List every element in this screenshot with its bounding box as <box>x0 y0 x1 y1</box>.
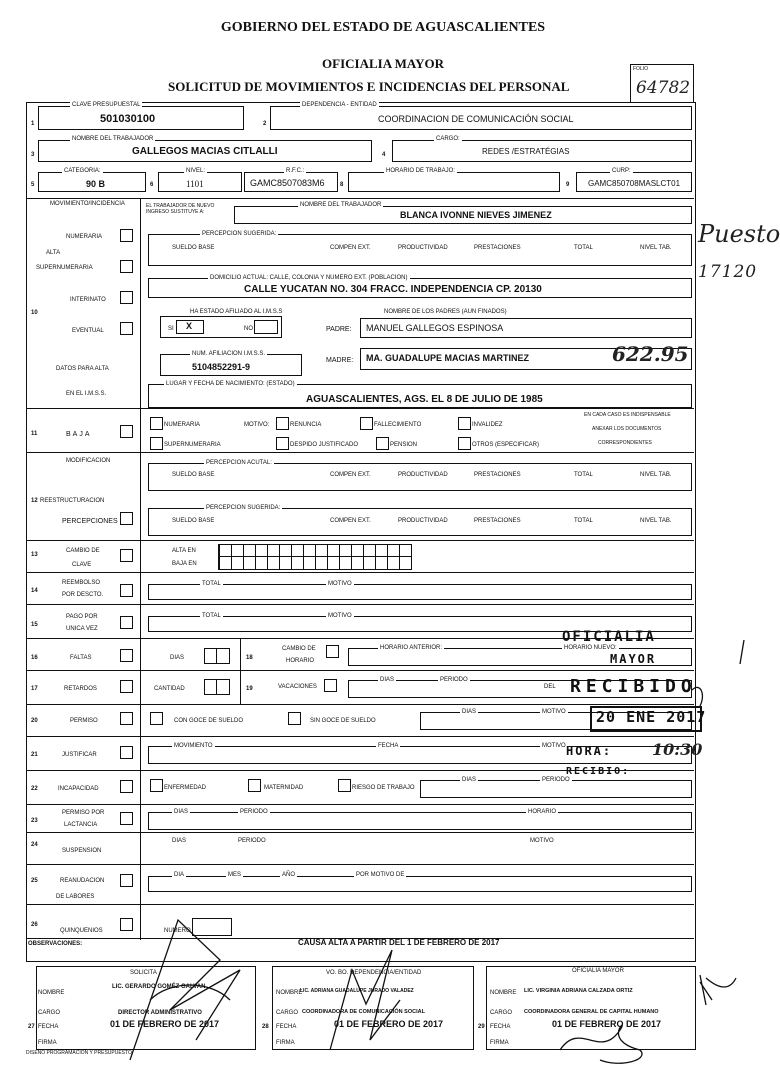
prestaciones-label: PRESTACIONES <box>474 518 521 524</box>
movimiento-label: MOVIMIENTO/INCIDENCIA <box>50 201 125 207</box>
lactancia-dias-label: DIAS <box>174 809 189 815</box>
total-label: TOTAL <box>574 472 593 478</box>
vobo-cargo: COORDINADORA DE COMUNICACIÓN SOCIAL <box>302 1009 425 1015</box>
suspension-periodo-label: PERIODO <box>238 838 266 844</box>
observaciones-label: OBSERVACIONES: <box>28 941 83 947</box>
padre-label: PADRE: <box>326 326 352 333</box>
nivel-value: 1101 <box>186 179 204 189</box>
oficialia-label: OFICIALIA MAYOR <box>572 968 624 974</box>
con-goce-label: CON GOCE DE SUELDO <box>174 718 244 724</box>
reembolso-label: REEMBOLSO <box>62 580 101 586</box>
row-number: 15 <box>31 622 38 628</box>
horario-label: HORARIO DE TRABAJO: <box>386 168 455 174</box>
permiso-dias-label: DIAS <box>462 709 477 715</box>
office-title: OFICIALIA MAYOR <box>322 56 444 71</box>
otros-label: OTROS (ESPECIFICAR) <box>472 442 540 448</box>
vacaciones-periodo-label: PERIODO <box>440 677 468 683</box>
incapacidad-dias-label: DIAS <box>462 777 477 783</box>
horario-anterior-label: HORARIO ANTERIOR: <box>380 645 443 651</box>
cargo-value: REDES /ESTRATÉGIAS <box>482 147 570 156</box>
alta-supernumeraria-label: SUPERNUMERARIA <box>36 265 93 271</box>
handwritten-amount: 622.95 <box>612 342 689 366</box>
dependencia-value: COORDINACION DE COMUNICACIÓN SOCIAL <box>378 114 574 124</box>
row-number: 26 <box>31 922 38 928</box>
curp-value: GAMC850708MASLCT01 <box>588 179 681 188</box>
stamp-date: 20 ENE 2017 <box>596 708 707 726</box>
lactancia-periodo-label: PERIODO <box>240 809 268 815</box>
baja-note: CORRESPONDIENTES <box>598 440 652 446</box>
renuncia-label: RENUNCIA <box>290 422 322 428</box>
despido-label: DESPIDO JUSTIFICADO <box>290 442 359 448</box>
suspension-label: SUSPENSION <box>62 848 102 854</box>
sustituye-nombre-label: NOMBRE DEL TRABAJADOR <box>300 202 382 208</box>
baja-motivo-label: MOTIVO: <box>244 422 270 428</box>
suspension-motivo-label: MOTIVO <box>530 838 554 844</box>
domicilio-label: DOMICILIO ACTUAL: CALLE, COLONIA Y NUMERO EXT. (POBLACION) <box>210 275 408 281</box>
nivel-tab-label: NIVEL TAB. <box>640 472 672 478</box>
si-label: SI <box>168 326 174 332</box>
vacaciones-label: VACACIONES <box>278 684 317 690</box>
retardos-label: RETARDOS <box>64 686 97 692</box>
sueldo-base-label: SUELDO BASE <box>172 245 215 251</box>
alta-numeraria-label: NUMERARIA <box>66 234 103 240</box>
row-number: 2 <box>263 121 267 127</box>
reanudacion-dia-label: DIA <box>174 872 185 878</box>
nombre-label: NOMBRE <box>38 990 65 996</box>
productividad-label: PRODUCTIVIDAD <box>398 518 448 524</box>
compen-label: COMPEN EXT. <box>330 245 371 251</box>
cargo-label: CARGO <box>38 1010 61 1016</box>
observaciones-text: CAUSA ALTA A PARTIR DEL 1 DE FEBRERO DE 2017 <box>298 938 500 947</box>
reanudacion-label: DE LABORES <box>56 894 95 900</box>
row-number: 25 <box>31 878 38 884</box>
nombre-label: NOMBRE DEL TRABAJADOR <box>72 136 154 142</box>
sustituye-label: EL TRABAJADOR DE NUEVO INGRESO SUSTITUYE A: <box>146 203 215 215</box>
stamp-recibido: RECIBIDO <box>570 676 697 697</box>
lactancia-label: PERMISO POR <box>62 810 105 816</box>
reanudacion-ano-label: AÑO <box>282 872 296 878</box>
reembolso-motivo-label: MOTIVO <box>328 581 352 587</box>
eventual-label: EVENTUAL <box>72 328 104 334</box>
baja-note: EN CADA CASO ES INDISPENSABLE <box>584 412 671 418</box>
row-number: 4 <box>382 152 386 158</box>
compen-label: COMPEN EXT. <box>330 472 371 478</box>
solicita-nombre: LIC. GERARDO GOMÉZ GALVAN <box>112 984 206 990</box>
reestructuracion-label: REESTRUCTURACION <box>40 498 105 504</box>
del-label: DEL <box>544 684 556 690</box>
oficialia-cargo: COORDINADORA GENERAL DE CAPITAL HUMANO <box>524 1009 659 1015</box>
baja-numeraria-label: NUMERARIA <box>164 422 201 428</box>
percepciones-label: PERCEPCIONES <box>62 518 118 525</box>
categoria-label: CATEGORIA: <box>64 168 101 174</box>
cambio-horario-label: CAMBIO DE <box>282 646 316 652</box>
permiso-label: PERMISO <box>70 718 98 724</box>
sueldo-base-label: SUELDO BASE <box>172 518 215 524</box>
pago-motivo-label: MOTIVO <box>328 613 352 619</box>
reembolso-label: POR DESCTO. <box>62 592 104 598</box>
footer-text: DISEÑO PROGRAMACION Y PRESUPUESTO <box>26 1050 132 1056</box>
incapacidad-label: INCAPACIDAD <box>58 786 99 792</box>
row-number: 28 <box>262 1024 269 1030</box>
curp-label: CURP: <box>612 168 631 174</box>
clave-label: CLAVE PRESUPUESTAL <box>72 102 141 108</box>
datos-alta-label: DATOS PARA ALTA <box>56 366 109 372</box>
stamp-recibio-label: RECIBIO: <box>566 766 631 777</box>
padre-value: MANUEL GALLEGOS ESPINOSA <box>366 323 504 333</box>
folio-label: FOLIO <box>633 66 649 72</box>
row-number: 6 <box>150 182 154 188</box>
padres-label: NOMBRE DE LOS PADRES (AUN FINADOS) <box>384 309 507 315</box>
row-number: 16 <box>31 655 38 661</box>
fallecimiento-label: FALLECIMIENTO <box>374 422 422 428</box>
alta-label: ALTA <box>46 250 61 256</box>
domicilio-value: CALLE YUCATAN NO. 304 FRACC. INDEPENDENCIA CP. 20130 <box>244 284 542 295</box>
firma-label: FIRMA <box>276 1040 295 1046</box>
prestaciones-label: PRESTACIONES <box>474 245 521 251</box>
nivel-tab-label: NIVEL TAB. <box>640 518 672 524</box>
justificar-fecha-label: FECHA <box>378 743 399 749</box>
fecha-label: FECHA <box>276 1024 297 1030</box>
row-number: 29 <box>478 1024 485 1030</box>
lugar-nacimiento-label: LUGAR Y FECHA DE NACIMIENTO: (ESTADO) <box>166 381 295 387</box>
row-number: 5 <box>31 182 35 188</box>
faltas-dias-label: DIAS <box>170 655 185 661</box>
num-afiliacion-label: NUM. AFILIACION I.M.S.S. <box>192 351 266 357</box>
faltas-label: FALTAS <box>70 655 92 661</box>
sueldo-base-label: SUELDO BASE <box>172 472 215 478</box>
reembolso-total-label: TOTAL <box>202 581 221 587</box>
modificacion-label: MODIFICACION <box>66 458 111 464</box>
suspension-dias-label: DIAS <box>172 838 187 844</box>
firma-label: FIRMA <box>490 1040 509 1046</box>
row-number: 10 <box>31 310 38 316</box>
stamp-hora-label: HORA: <box>566 744 613 758</box>
pension-label: PENSION <box>390 442 418 448</box>
nombre-label: NOMBRE <box>490 990 517 996</box>
row-number: 9 <box>566 182 570 188</box>
total-label: TOTAL <box>574 518 593 524</box>
reanudacion-label: REANUDACION <box>60 878 105 884</box>
row-number: 24 <box>31 842 38 848</box>
productividad-label: PRODUCTIVIDAD <box>398 472 448 478</box>
form-title: SOLICITUD DE MOVIMIENTOS E INCIDENCIAS DEL PERSONAL <box>168 79 570 94</box>
lugar-nacimiento-value: AGUASCALIENTES, AGS. EL 8 DE JULIO DE 1985 <box>306 394 543 405</box>
cantidad-label: CANTIDAD <box>154 686 185 692</box>
row-number: 23 <box>31 818 38 824</box>
nivel-tab-label: NIVEL TAB. <box>640 245 672 251</box>
fecha-label: FECHA <box>490 1024 511 1030</box>
rfc-value: GAMC8507083M6 <box>250 178 325 188</box>
dependencia-label: DEPENDENCIA - ENTIDAD <box>302 102 377 108</box>
fecha-label: FECHA <box>38 1024 59 1030</box>
row-number: 18 <box>246 655 253 661</box>
signature-solicita <box>130 920 240 1060</box>
handwritten-puesto: Puesto <box>698 220 780 248</box>
lactancia-horario-label: HORARIO <box>528 809 557 815</box>
alta-en-label: ALTA EN <box>172 548 196 554</box>
row-number: 3 <box>31 152 35 158</box>
madre-value: MA. GUADALUPE MACIAS MARTINEZ <box>366 353 529 363</box>
baja-label: BAJA <box>66 431 92 438</box>
row-number: 19 <box>246 686 253 692</box>
compen-label: COMPEN EXT. <box>330 518 371 524</box>
row-number: 21 <box>31 752 38 758</box>
baja-note: ANEXAR LOS DOCUMENTOS <box>592 426 662 432</box>
prestaciones-label: PRESTACIONES <box>474 472 521 478</box>
row-number: 12 <box>31 498 38 504</box>
incapacidad-periodo-label: PERIODO <box>542 777 570 783</box>
stamp-mayor: MAYOR <box>610 652 657 666</box>
signature-vobo <box>330 950 400 1050</box>
solicita-cargo: DIRECTOR ADMINISTRATIVO <box>118 1010 202 1016</box>
percepcion-actual-label: PERCEPCION ACUTAL: <box>206 460 272 466</box>
oficialia-fecha: 01 DE FEBRERO DE 2017 <box>552 1019 662 1029</box>
oficialia-nombre: LIC. VIRGINIA ADRIANA CALZADA ORTIZ <box>524 988 633 994</box>
riesgo-label: RIESGO DE TRABAJO <box>352 785 415 791</box>
pago-unica-label: PAGO POR <box>66 614 98 620</box>
horario-nuevo-label: HORARIO NUEVO: <box>564 645 617 651</box>
row-number: 20 <box>31 718 38 724</box>
permiso-motivo-label: MOTIVO <box>542 709 566 715</box>
cambio-clave-label: CAMBIO DE <box>66 548 100 554</box>
no-label: NO <box>244 326 253 332</box>
enfermedad-label: ENFERMEDAD <box>164 785 207 791</box>
baja-en-label: BAJA EN <box>172 561 197 567</box>
percepcion-sugerida-label: PERCEPCION SUGERIDA: <box>206 505 281 511</box>
interinato-label: INTERINATO <box>70 297 106 303</box>
cargo-label: CARGO <box>276 1010 299 1016</box>
categoria-value: 90 B <box>86 179 106 189</box>
num-afiliacion-value: 5104852291-9 <box>192 362 251 372</box>
afiliado-label: HA ESTADO AFILIADO AL I.M.S.S <box>190 309 283 315</box>
vobo-label: VO. BO. DEPENDENCIA/ENTIDAD <box>326 970 422 976</box>
vobo-fecha: 01 DE FEBRERO DE 2017 <box>334 1019 444 1029</box>
government-header: GOBIERNO DEL ESTADO DE AGUASCALIENTES <box>220 20 546 35</box>
row-number: 14 <box>31 588 38 594</box>
firma-label: FIRMA <box>38 1040 57 1046</box>
clave-value: 501030100 <box>100 113 156 125</box>
cambio-horario-label: HORARIO <box>286 658 315 664</box>
justificar-movimiento-label: MOVIMIENTO <box>174 743 213 749</box>
justificar-motivo-label: MOTIVO <box>542 743 566 749</box>
numero-label: NUMERO <box>164 928 191 934</box>
row-number: 17 <box>31 686 38 692</box>
initials-mark <box>700 978 736 1000</box>
row-number: 8 <box>340 182 344 188</box>
nombre-label: NOMBRE <box>276 990 303 996</box>
lactancia-label: LACTANCIA <box>64 822 98 828</box>
row-number: 1 <box>31 121 35 127</box>
solicita-label: SOLICITA <box>130 970 157 976</box>
folio-number: 64782 <box>636 78 691 98</box>
cargo-label: CARGO <box>490 1010 513 1016</box>
justificar-label: JUSTIFICAR <box>62 752 97 758</box>
sin-goce-label: SIN GOCE DE SUELDO <box>310 718 376 724</box>
stamp-hora-value: 10:30 <box>652 740 703 759</box>
rfc-label: R.F.C.: <box>286 168 305 174</box>
total-label: TOTAL <box>574 245 593 251</box>
row-number: 11 <box>31 431 38 437</box>
cargo-label: CARGO: <box>436 136 460 142</box>
signature-oficialia <box>560 1025 642 1063</box>
row-number: 27 <box>28 1024 35 1030</box>
handwritten-puesto-number: 17120 <box>698 262 758 282</box>
maternidad-label: MATERNIDAD <box>264 785 304 791</box>
quinquenios-label: QUINQUENIOS <box>60 928 103 934</box>
row-number: 22 <box>31 786 38 792</box>
madre-label: MADRE: <box>326 357 354 364</box>
pago-unica-label: UNICA VEZ <box>66 626 98 632</box>
imss-label: EN EL I.M.S.S. <box>66 391 107 397</box>
percepcion-label: PERCEPCION SUGERIDA: <box>202 231 277 237</box>
vacaciones-dias-label: DIAS <box>380 677 395 683</box>
cambio-clave-label: CLAVE <box>72 562 92 568</box>
sustituye-nombre-value: BLANCA IVONNE NIEVES JIMENEZ <box>400 210 552 220</box>
reanudacion-mes-label: MES <box>228 872 242 878</box>
vobo-nombre: LIC. ADRIANA GUADALUPE JURADO VALADEZ <box>300 988 414 994</box>
productividad-label: PRODUCTIVIDAD <box>398 245 448 251</box>
solicita-fecha: 01 DE FEBRERO DE 2017 <box>110 1019 220 1029</box>
pago-total-label: TOTAL <box>202 613 221 619</box>
baja-supernumeraria-label: SUPERNUMERARIA <box>164 442 221 448</box>
si-mark: X <box>186 321 193 331</box>
row-number: 13 <box>31 552 38 558</box>
nombre-value: GALLEGOS MACIAS CITLALLI <box>132 146 278 157</box>
invalidez-label: INVALIDEZ <box>472 422 503 428</box>
nivel-label: NIVEL: <box>186 168 206 174</box>
reanudacion-motivo-label: POR MOTIVO DE <box>356 872 405 878</box>
stamp-oficialia: OFICIALIA <box>562 629 656 645</box>
